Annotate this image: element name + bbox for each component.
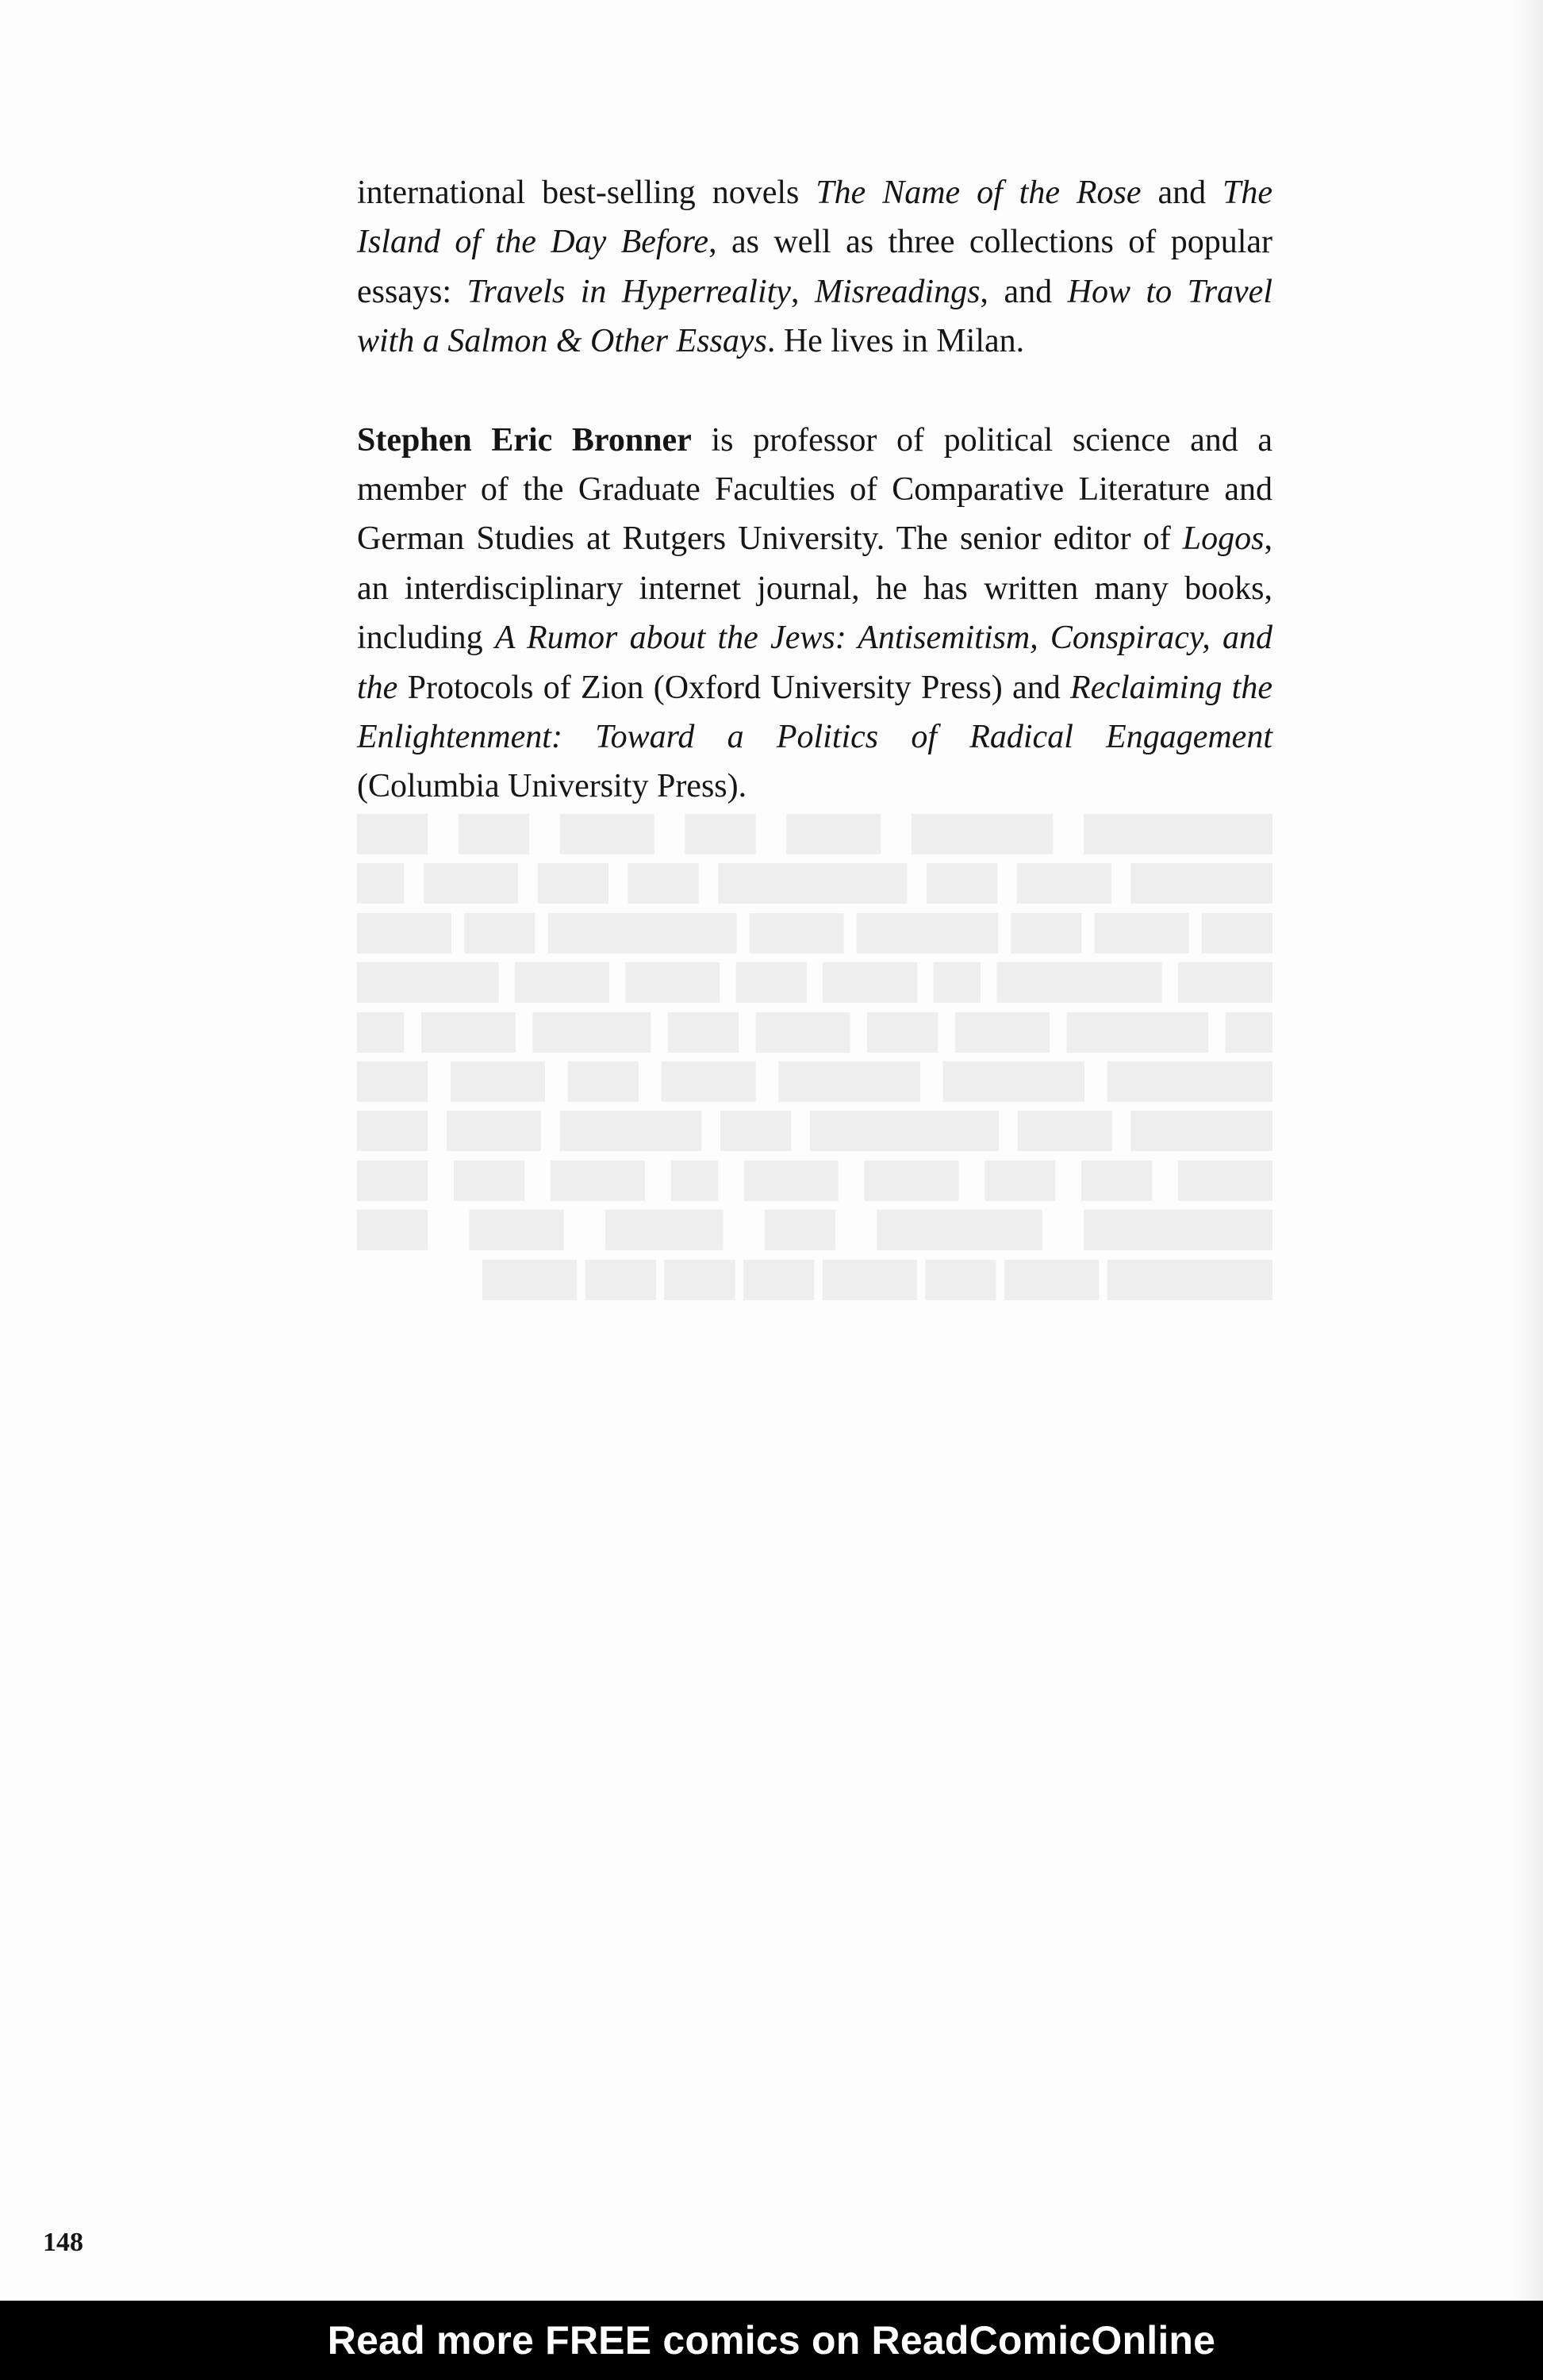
eco-text-2: and (1141, 175, 1223, 211)
eco-text-6: . He lives in Milan. (766, 323, 1025, 360)
eco-text-4: , (790, 273, 815, 310)
bronner-text-3: Protocols of Zion (Oxford University Press) and (397, 669, 1071, 706)
page-edge-shadow (1511, 0, 1543, 2301)
bronner-title-a-rumor-about-the-jews: A Rumor about the Jews: Antisemitism, Conspiracy, and the (357, 620, 1272, 706)
bronner-bio-paragraph (357, 416, 1272, 812)
eco-bio-paragraph (357, 168, 1272, 367)
eco-title-name-of-the-rose: The Name of the Rose (816, 175, 1142, 211)
bronner-title-logos: Logos (1182, 520, 1265, 558)
eco-text-1: international best-selling novels (357, 175, 816, 211)
eco-title-island-of-the-day-before: The Island of the Day Before (357, 175, 1272, 261)
eco-title-travels-in-hyperreality: Travels in Hyperreality (466, 273, 791, 310)
main-text (357, 168, 1272, 812)
bronner-text-2: , an interdisciplinary internet journal, he has written many books, including (357, 520, 1272, 657)
eco-title-misreadings: Misreadings (814, 273, 981, 310)
eco-title-how-to-travel-with-a-salmon: How to Travel with a Salmon & Other Essays (357, 273, 1272, 360)
footer-banner-text[interactable]: Read more FREE comics on ReadComicOnline (327, 2318, 1216, 2363)
bronner-title-reclaiming-the-enlightenment: Reclaiming the Enlightenment: Toward a Politics of Radical Engagement (357, 669, 1272, 756)
bronner-text-1: is professor of political science and a member of the Graduate Faculties of Comparative Literature and German Studies at Rutgers University. The senior editor of (357, 421, 1272, 558)
show-through-texture: ████████ ██████ ████ ███ ████ ███ ███ ██████ ████ ███ ████████ ███ ███ ████ ██ ███ ████ ███ ██████ ████ ████████ ███ ████ ████ ███████ ██ ████ ███ ████ ████ ██████ ██ ██████ ████ ███ ████ ███ █████ ████ ██ ███████ ██████ ██████ ████ ███ ████ ███ ██████ ████ ████████ ███ ██████ ████ ███ ████ ███ ███ ████ ████ ██ ████ ███ ███ ████████ ███████ ███ █████ ████ ███ ███████ ████ ███ ████ ███ ███ ███ ████ (357, 816, 1272, 1298)
eco-text-5: , and (980, 273, 1068, 310)
bronner-text-4: (Columbia University Press). (357, 768, 747, 805)
page-number: 148 (43, 2228, 83, 2257)
bronner-name: Stephen Eric Bronner (357, 421, 692, 459)
eco-text-3: , as well as three collections of popular essays: (357, 224, 1272, 310)
footer-banner[interactable] (0, 2301, 1543, 2380)
